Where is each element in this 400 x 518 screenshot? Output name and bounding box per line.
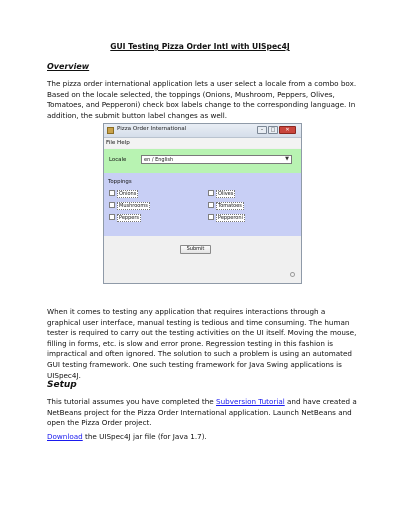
checkbox-label: Mushrooms [119,203,148,209]
setup-paragraph [47,397,357,429]
checkbox-label: Peppers [119,215,139,221]
submit-button[interactable]: Submit [180,245,211,254]
toppings-label: Toppings [108,179,132,185]
setup-heading: Setup [47,380,77,390]
pizza-order-window [103,123,302,284]
checkbox-label: Tomatoes [218,203,242,209]
menu-file[interactable]: File [106,140,116,146]
checkbox-box[interactable] [208,202,214,208]
locale-selected-value: en / English [144,157,174,163]
subversion-tutorial-link[interactable]: Subversion Tutorial [216,397,285,406]
overview-heading: Overview [47,62,90,71]
maximize-icon[interactable]: □ [268,126,278,134]
download-text: the UISpec4J jar file (for Java 1.7). [82,432,207,441]
document-title: GUI Testing Pizza Order Intl with UISpec4J [110,42,290,51]
java-app-icon [107,127,114,134]
toppings-panel [104,173,301,236]
checkbox-box[interactable] [109,202,115,208]
setup-text-after: and have created a NetBeans project for the Pizza Order International application. Launch NetBeans and open the Pizza Order project. [47,397,357,428]
checkbox-box[interactable] [109,190,115,196]
menu-help[interactable]: Help [117,140,130,146]
download-paragraph [47,432,357,443]
checkbox-label: Pepperoni [218,215,243,221]
menu-bar [104,138,301,148]
button-panel [104,236,301,283]
checkbox-box[interactable] [208,214,214,220]
chevron-down-icon[interactable]: ▼ [285,156,289,162]
locale-panel [104,149,301,173]
setup-text-before: This tutorial assumes you have completed the [47,397,217,406]
window-title: Pizza Order International [117,126,187,132]
checkbox-box[interactable] [208,190,214,196]
resize-grip-icon[interactable] [290,272,295,277]
checkbox-label: Onions [119,191,137,197]
locale-combobox[interactable] [141,155,292,164]
window-titlebar [104,124,301,138]
minimize-icon[interactable]: – [257,126,267,134]
checkbox-box[interactable] [109,214,115,220]
locale-label: Locale [109,157,127,163]
checkbox-label: Olives [218,191,234,197]
download-link[interactable]: Download [47,432,83,441]
close-icon[interactable]: ✕ [279,126,296,134]
overview-paragraph: The pizza order international application lets a user select a locale from a combo box. Based on the locale selected, the toppings (Onions, Mushroom, Peppers, Olives, Tomatoes, and Pepperoni) check box labels change to the corresponding language. In addition, the submit button label changes as well. [47,79,357,120]
testing-paragraph: When it comes to testing any application that requires interactions through a graphical user interface, manual testing is tedious and time consuming. The human tester is required to carry out the testing activities on the UI itself. Moving the mouse, filling in forms, etc. is slow and error prone. Regression testing in this fashion is impractical and often ignored. The solution to such a problem is using an automated GUI testing framework. One such testing framework for Java Swing applications is UISpec4J. [47,307,357,380]
